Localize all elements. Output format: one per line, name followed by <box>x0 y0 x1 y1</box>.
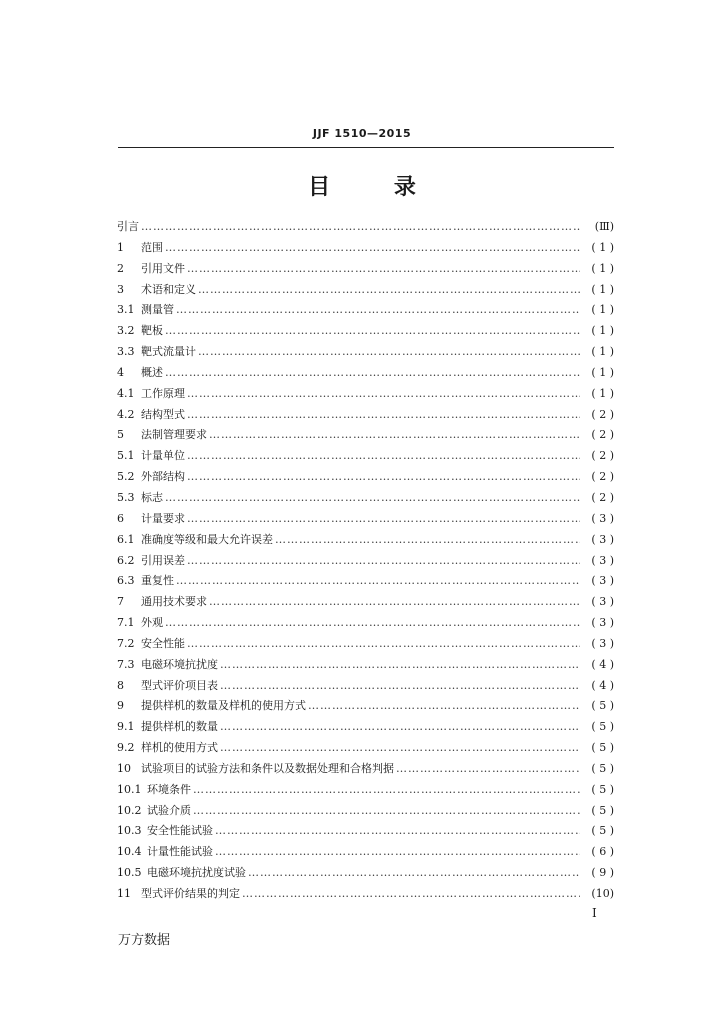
page-number: I <box>592 906 597 920</box>
toc-entry-page: ( 3 ) <box>591 636 614 650</box>
toc-entry-label: 计量要求 <box>141 511 185 525</box>
toc-leader-dots <box>187 554 580 567</box>
toc-entry-number: 10.5 <box>117 866 142 880</box>
toc-leader-dots <box>220 658 580 671</box>
toc-leader-dots <box>187 470 580 483</box>
toc-entry-label: 外部结构 <box>141 470 185 484</box>
toc-entry-label: 重复性 <box>141 574 174 588</box>
toc-entry-page: ( 1 ) <box>591 365 614 379</box>
toc-entry-page: ( 1 ) <box>591 261 614 275</box>
toc-entry-number: 7.3 <box>117 657 135 671</box>
toc-leader-dots <box>248 866 580 879</box>
toc-entry-number: 10.3 <box>117 824 142 838</box>
toc-entry-page: ( 2 ) <box>591 407 614 421</box>
toc-entry-number: 9.2 <box>117 741 135 755</box>
toc-entry-page: ( 2 ) <box>591 490 614 504</box>
toc-entry-label: 法制管理要求 <box>141 428 207 442</box>
toc-entry-page: ( 2 ) <box>591 470 614 484</box>
toc-entry-number: 4.1 <box>117 386 135 400</box>
toc-entry-label: 计量单位 <box>141 449 185 463</box>
toc-entry-page: ( 3 ) <box>591 553 614 567</box>
toc-leader-dots <box>165 324 580 337</box>
toc-leader-dots <box>242 887 580 900</box>
document-code: JJF 1510—2015 <box>312 127 412 140</box>
toc-entry[interactable] <box>117 322 614 343</box>
toc-entry-page: ( 5 ) <box>591 761 614 775</box>
toc-entry-label: 试验项目的试验方法和条件以及数据处理和合格判据 <box>141 761 394 775</box>
toc-entry-page: ( 5 ) <box>591 699 614 713</box>
toc-entry-label: 引用文件 <box>141 261 185 275</box>
toc-entry[interactable] <box>117 572 614 593</box>
toc-leader-dots <box>187 512 580 525</box>
toc-leader-dots <box>176 574 580 587</box>
toc-leader-dots <box>209 428 580 441</box>
toc-entry-number: 4.2 <box>117 407 135 421</box>
toc-leader-dots <box>215 824 580 837</box>
toc-entry-label: 术语和定义 <box>141 282 196 296</box>
toc-leader-dots <box>193 804 580 817</box>
toc-entry-label: 引用误差 <box>141 553 185 567</box>
toc-entry[interactable] <box>117 822 614 843</box>
toc-entry-page: ( 5 ) <box>591 803 614 817</box>
toc-leader-dots <box>187 637 580 650</box>
toc-entry[interactable] <box>117 864 614 885</box>
header-rule <box>118 147 614 148</box>
toc-entry-label: 试验介质 <box>147 803 191 817</box>
toc-leader-dots <box>198 345 580 358</box>
toc-entry-page: (Ⅲ) <box>594 220 614 233</box>
toc-entry-page: ( 2 ) <box>591 428 614 442</box>
toc-entry-number: 6.3 <box>117 574 135 588</box>
toc-entry-number: 7 <box>117 595 124 609</box>
toc-entry-label: 测量管 <box>141 303 174 317</box>
toc-entry[interactable] <box>117 656 614 677</box>
toc-leader-dots <box>275 533 580 546</box>
toc-leader-dots <box>215 845 580 858</box>
toc-entry-page: ( 1 ) <box>591 324 614 338</box>
toc-entry[interactable] <box>117 447 614 468</box>
toc-entry-label: 提供样机的数量 <box>141 720 218 734</box>
toc-entry-number: 10.4 <box>117 845 142 859</box>
toc-entry-number: 2 <box>117 261 124 275</box>
toc-entry[interactable] <box>117 385 614 406</box>
toc-entry-page: ( 9 ) <box>591 866 614 880</box>
toc-entry-label: 结构型式 <box>141 407 185 421</box>
toc-entry-page: ( 6 ) <box>591 845 614 859</box>
toc-entry-number: 3.2 <box>117 324 135 338</box>
toc-entry-label: 范围 <box>141 240 163 254</box>
toc-entry-number: 5 <box>117 428 124 442</box>
toc-entry-page: ( 1 ) <box>591 303 614 317</box>
toc-leader-dots <box>220 720 580 733</box>
toc-leader-dots <box>187 387 580 400</box>
toc-entry-number: 3 <box>117 282 124 296</box>
toc-leader-dots <box>193 783 580 796</box>
toc-leader-dots <box>187 449 580 462</box>
toc-entry-label: 准确度等级和最大允许误差 <box>141 532 273 546</box>
toc-leader-dots <box>209 595 580 608</box>
toc-entry-page: ( 3 ) <box>591 511 614 525</box>
toc-entry-page: (10) <box>591 887 614 900</box>
toc-entry-page: ( 2 ) <box>591 449 614 463</box>
toc-entry-page: ( 1 ) <box>591 240 614 254</box>
toc-entry[interactable] <box>117 760 614 781</box>
toc-entry[interactable] <box>117 802 614 823</box>
toc-entry-number: 5.1 <box>117 449 135 463</box>
toc-entry-page: ( 4 ) <box>591 657 614 671</box>
toc-entry-page: ( 3 ) <box>591 595 614 609</box>
toc-entry[interactable] <box>117 468 614 489</box>
toc-entry-label: 引言 <box>117 220 139 233</box>
toc-entry-label: 工作原理 <box>141 386 185 400</box>
toc-entry-number: 4 <box>117 365 124 379</box>
toc-entry[interactable] <box>117 739 614 760</box>
toc-entry-page: ( 5 ) <box>591 782 614 796</box>
toc-entry-page: ( 5 ) <box>591 824 614 838</box>
source-watermark: 万方数据 <box>118 933 171 948</box>
toc-entry[interactable] <box>117 885 614 906</box>
toc-entry-page: ( 3 ) <box>591 616 614 630</box>
toc-entry-page: ( 4 ) <box>591 678 614 692</box>
toc-entry-page: ( 3 ) <box>591 532 614 546</box>
toc-entry-label: 标志 <box>141 490 163 504</box>
toc-entry-number: 9.1 <box>117 720 135 734</box>
toc-entry[interactable] <box>117 218 614 239</box>
toc-entry-label: 电磁环境抗扰度 <box>141 657 218 671</box>
toc-leader-dots <box>198 283 580 296</box>
toc-leader-dots <box>165 366 580 379</box>
toc-entry[interactable] <box>117 552 614 573</box>
toc-entry-label: 安全性能 <box>141 636 185 650</box>
toc-entry-number: 10.1 <box>117 782 142 796</box>
toc-leader-dots <box>187 408 580 421</box>
toc-entry[interactable] <box>117 593 614 614</box>
toc-entry-number: 11 <box>117 887 131 900</box>
toc-list <box>117 218 614 906</box>
toc-entry-page: ( 5 ) <box>591 720 614 734</box>
toc-leader-dots <box>141 220 580 233</box>
toc-entry[interactable] <box>117 697 614 718</box>
toc-leader-dots <box>165 616 580 629</box>
toc-title: 目 录 <box>308 175 444 200</box>
toc-entry[interactable] <box>117 489 614 510</box>
toc-entry[interactable] <box>117 364 614 385</box>
toc-leader-dots <box>176 303 580 316</box>
toc-entry-number: 6 <box>117 511 124 525</box>
toc-entry-number: 10.2 <box>117 803 142 817</box>
toc-entry[interactable] <box>117 406 614 427</box>
toc-entry-label: 靶板 <box>141 324 163 338</box>
toc-entry-label: 计量性能试验 <box>147 845 213 859</box>
toc-entry-label: 通用技术要求 <box>141 595 207 609</box>
toc-leader-dots <box>220 679 580 692</box>
toc-entry[interactable] <box>117 343 614 364</box>
toc-entry-number: 6.2 <box>117 553 135 567</box>
toc-entry[interactable] <box>117 239 614 260</box>
toc-entry[interactable] <box>117 531 614 552</box>
toc-entry-label: 靶式流量计 <box>141 345 196 359</box>
toc-leader-dots <box>187 262 580 275</box>
toc-entry-label: 电磁环境抗扰度试验 <box>147 866 246 880</box>
toc-leader-dots <box>396 762 580 775</box>
toc-entry-label: 环境条件 <box>147 782 191 796</box>
toc-entry-label: 型式评价项目表 <box>141 678 218 692</box>
toc-entry-page: ( 3 ) <box>591 574 614 588</box>
toc-entry[interactable] <box>117 677 614 698</box>
toc-entry-number: 1 <box>117 240 124 254</box>
toc-entry[interactable] <box>117 260 614 281</box>
toc-leader-dots <box>165 241 580 254</box>
toc-entry[interactable] <box>117 718 614 739</box>
toc-entry-page: ( 1 ) <box>591 282 614 296</box>
toc-entry-label: 型式评价结果的判定 <box>141 887 240 900</box>
toc-entry[interactable] <box>117 614 614 635</box>
toc-entry[interactable] <box>117 426 614 447</box>
toc-entry-label: 安全性能试验 <box>147 824 213 838</box>
toc-entry-label: 提供样机的数量及样机的使用方式 <box>141 699 306 713</box>
toc-entry-number: 10 <box>117 761 131 775</box>
toc-entry[interactable] <box>117 635 614 656</box>
toc-entry-label: 概述 <box>141 365 163 379</box>
toc-entry-page: ( 1 ) <box>591 345 614 359</box>
toc-entry-number: 8 <box>117 678 124 692</box>
toc-entry-number: 7.2 <box>117 636 135 650</box>
toc-entry[interactable] <box>117 510 614 531</box>
toc-entry-number: 3.1 <box>117 303 135 317</box>
toc-entry-number: 7.1 <box>117 616 135 630</box>
toc-entry[interactable] <box>117 281 614 302</box>
toc-entry-label: 外观 <box>141 616 163 630</box>
toc-leader-dots <box>165 491 580 504</box>
toc-entry-label: 样机的使用方式 <box>141 741 218 755</box>
toc-entry-number: 6.1 <box>117 532 135 546</box>
toc-leader-dots <box>308 699 580 712</box>
toc-entry[interactable] <box>117 781 614 802</box>
toc-leader-dots <box>220 741 580 754</box>
toc-entry-number: 5.3 <box>117 490 135 504</box>
toc-entry[interactable] <box>117 843 614 864</box>
toc-entry-number: 3.3 <box>117 345 135 359</box>
toc-entry-page: ( 5 ) <box>591 741 614 755</box>
toc-entry-number: 9 <box>117 699 124 713</box>
toc-entry-number: 5.2 <box>117 470 135 484</box>
toc-entry[interactable] <box>117 301 614 322</box>
toc-entry-page: ( 1 ) <box>591 386 614 400</box>
